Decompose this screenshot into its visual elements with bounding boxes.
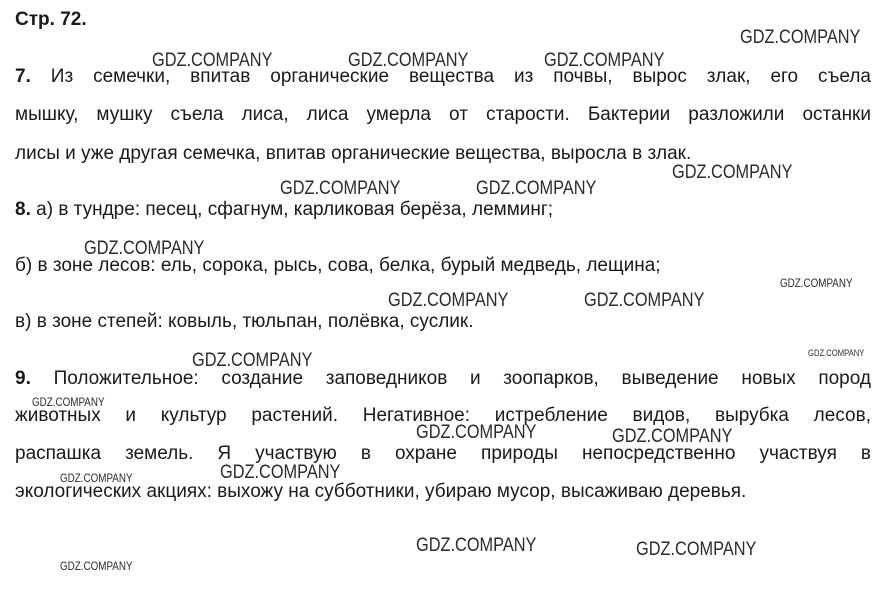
watermark: GDZ.COMPANY (612, 426, 733, 447)
watermark: GDZ.COMPANY (388, 290, 509, 311)
answer-7-number: 7. (15, 66, 31, 87)
answer-9-line-4: экологических акциях: выхожу на субботники, убираю мусор, высаживаю деревья. (15, 481, 747, 502)
answer-8-forest: б) в зоне лесов: ель, сорока, рысь, сова, белка, бурый медведь, лещина; (15, 255, 661, 276)
answer-8-tundra-text: а) в тундре: песец, сфагнум, карликовая берёза, лемминг; (36, 199, 554, 220)
watermark: GDZ.COMPANY (280, 178, 401, 199)
watermark: GDZ.COMPANY (672, 162, 793, 183)
answer-9-text-1: Положительное: создание заповедников и зоопарков, выведение новых пород (53, 368, 871, 389)
watermark: GDZ.COMPANY (416, 535, 537, 556)
page-title: Стр. 72. (15, 9, 87, 30)
answer-8-tundra (15, 199, 871, 221)
answer-7-line-3: лисы и уже другая семечка, впитав органические вещества, выросла в злак. (15, 143, 692, 164)
watermark: GDZ.COMPANY (416, 422, 537, 443)
watermark: GDZ.COMPANY (32, 395, 105, 409)
answer-7-text-1: Из семечки, впитав органические вещества из почвы, вырос злак, его съела (50, 66, 871, 87)
answer-7-line-2: мышку, мушку съела лиса, лиса умерла от старости. Бактерии разложили останки (15, 104, 871, 125)
watermark: GDZ.COMPANY (348, 50, 469, 71)
watermark: GDZ.COMPANY (808, 348, 865, 358)
watermark: GDZ.COMPANY (84, 238, 205, 259)
watermark: GDZ.COMPANY (60, 559, 133, 573)
watermark: GDZ.COMPANY (476, 178, 597, 199)
watermark: GDZ.COMPANY (152, 50, 273, 71)
watermark: GDZ.COMPANY (192, 350, 313, 371)
answer-9-line-3: распашка земель. Я участвую в охране природы непосредственно участвуя в (15, 443, 871, 464)
answer-9-line-1 (15, 368, 871, 390)
answer-9-number: 9. (15, 368, 31, 389)
watermark: GDZ.COMPANY (636, 539, 757, 560)
answer-9-line-2: животных и культур растений. Негативное: истребление видов, вырубка лесов, (15, 405, 871, 426)
watermark: GDZ.COMPANY (780, 276, 853, 290)
answer-8-steppe: в) в зоне степей: ковыль, тюльпан, полёвка, суслик. (15, 311, 474, 332)
watermark: GDZ.COMPANY (740, 27, 861, 48)
watermark: GDZ.COMPANY (60, 471, 133, 485)
cropped-text-fragment (15, 578, 455, 584)
watermark: GDZ.COMPANY (584, 290, 705, 311)
watermark: GDZ.COMPANY (220, 462, 341, 483)
watermark: GDZ.COMPANY (544, 50, 665, 71)
answer-8-number: 8. (15, 199, 31, 220)
